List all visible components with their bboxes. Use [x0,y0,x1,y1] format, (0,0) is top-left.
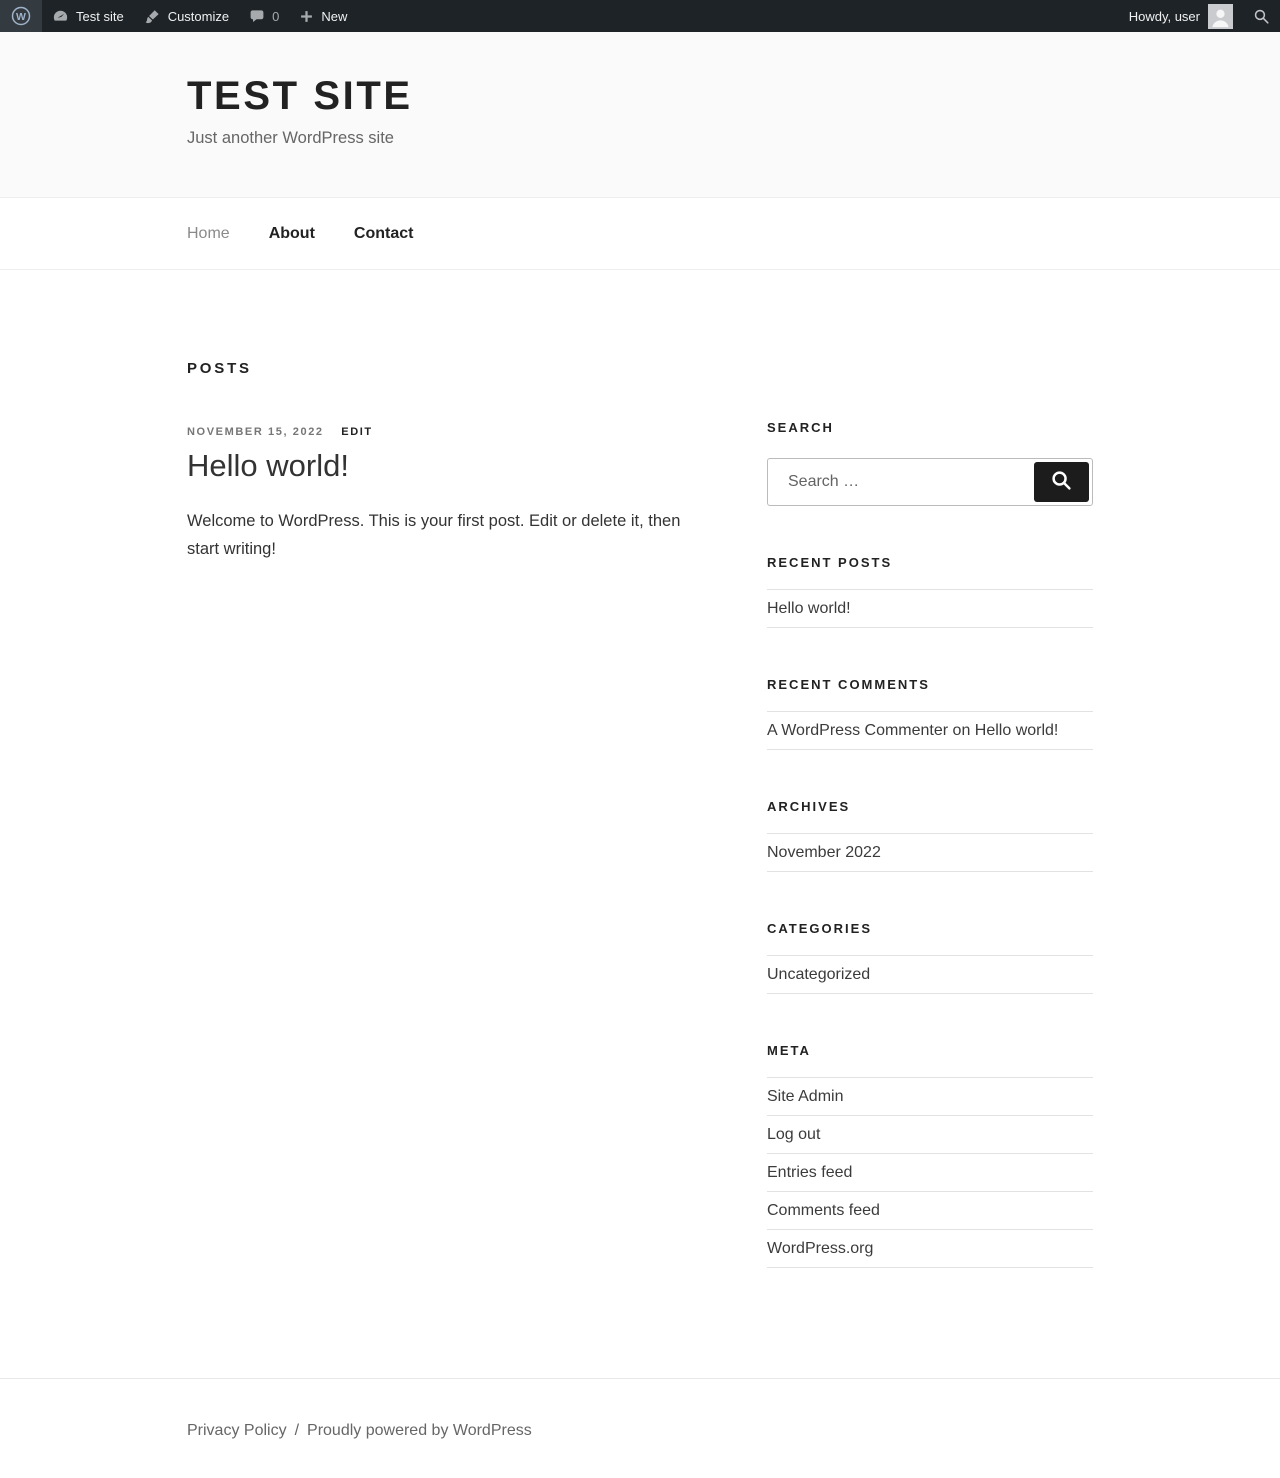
widget-recent-posts-heading: RECENT POSTS [767,555,893,570]
search-submit-magnifier-icon [1049,468,1074,496]
howdy-label: Howdy, user [1128,8,1200,24]
admin-bar-my-account[interactable] [1119,0,1243,32]
list-item [767,1116,1093,1154]
site-header [0,32,1280,198]
svg-text:W: W [16,11,26,23]
widget-search [767,420,1093,506]
widget-meta-heading: META [767,1043,811,1058]
widget-meta [767,1043,1093,1268]
widget-archives [767,799,1093,872]
sidebar [767,360,1093,1268]
admin-bar-customize-label: Customize [167,8,230,24]
widget-categories [767,921,1093,994]
archive-link[interactable]: November 2022 [767,844,881,861]
admin-bar-search[interactable] [1243,0,1280,32]
comment-connector: on [948,722,975,739]
admin-bar-customize[interactable] [134,0,239,32]
list-item [767,956,1093,994]
category-link[interactable]: Uncategorized [767,966,871,983]
meta-entries-feed-link[interactable]: Entries feed [767,1164,853,1181]
list-item [767,1078,1093,1116]
widget-recent-comments [767,677,1093,750]
meta-log-out-link[interactable]: Log out [767,1126,821,1143]
wordpress-logo-icon [11,6,31,26]
dashboard-gauge-icon [52,8,69,25]
admin-bar-right-group [1119,0,1280,32]
post-edit-link[interactable]: EDIT [341,426,373,438]
nav-item-contact[interactable]: Contact [353,225,414,242]
site-title [187,76,1093,116]
post-title [187,447,703,486]
widget-recent-comments-heading: RECENT COMMENTS [767,677,930,692]
primary-navigation [0,198,1280,270]
privacy-policy-link[interactable]: Privacy Policy [187,1422,287,1439]
list-item [767,712,1093,750]
widget-categories-heading: CATEGORIES [767,921,872,936]
entry-meta [187,426,703,438]
search-icon [1253,8,1270,25]
post-date-link[interactable]: NOVEMBER 15, 2022 [187,426,324,438]
recent-post-link[interactable]: Hello world! [767,600,851,617]
plus-icon [299,9,314,24]
admin-bar-new[interactable] [289,0,357,32]
post-body: Welcome to WordPress. This is your first post. Edit or delete it, then start writing! [187,511,681,558]
meta-comments-feed-link[interactable]: Comments feed [767,1202,880,1219]
list-item [767,1230,1093,1268]
nav-item-about[interactable]: About [268,225,315,242]
site-tagline: Just another WordPress site [187,129,394,147]
admin-bar-left-group [0,0,357,32]
nav-item-home[interactable]: Home [187,225,230,242]
admin-bar-comments[interactable] [239,0,289,32]
powered-by-link[interactable]: Proudly powered by WordPress [307,1422,532,1439]
meta-site-admin-link[interactable]: Site Admin [767,1088,844,1105]
comment-author-link[interactable]: A WordPress Commenter [767,722,949,739]
page-title: POSTS [187,360,252,377]
footer-separator: / [294,1422,300,1439]
wordpress-logo-menu[interactable] [0,0,42,32]
widget-archives-heading: ARCHIVES [767,799,851,814]
search-submit-button[interactable] [1034,462,1089,502]
post-title-link[interactable]: Hello world! [187,448,349,483]
search-form [767,458,1093,506]
comment-post-link[interactable]: Hello world! [974,722,1059,739]
site-footer [0,1378,1280,1478]
admin-bar-comments-count: 0 [272,8,280,24]
widget-search-heading: SEARCH [767,420,834,435]
customize-brush-icon [144,8,161,25]
admin-bar-site-name[interactable] [42,0,134,32]
comment-bubble-icon [249,8,265,24]
list-item [767,1154,1093,1192]
admin-bar-site-name-label: Test site [76,8,124,24]
list-item [767,834,1093,872]
avatar [1208,4,1233,29]
site-content [187,270,1093,1378]
list-item [767,1192,1093,1230]
meta-wordpress-org-link[interactable]: WordPress.org [767,1240,874,1257]
site-title-link[interactable]: TEST SITE [187,74,413,118]
widget-recent-posts [767,555,1093,628]
post-hello-world [187,426,703,563]
admin-bar-new-label: New [321,8,348,24]
posts-main-column [187,360,703,1268]
admin-bar [0,0,1280,32]
list-item [767,590,1093,628]
